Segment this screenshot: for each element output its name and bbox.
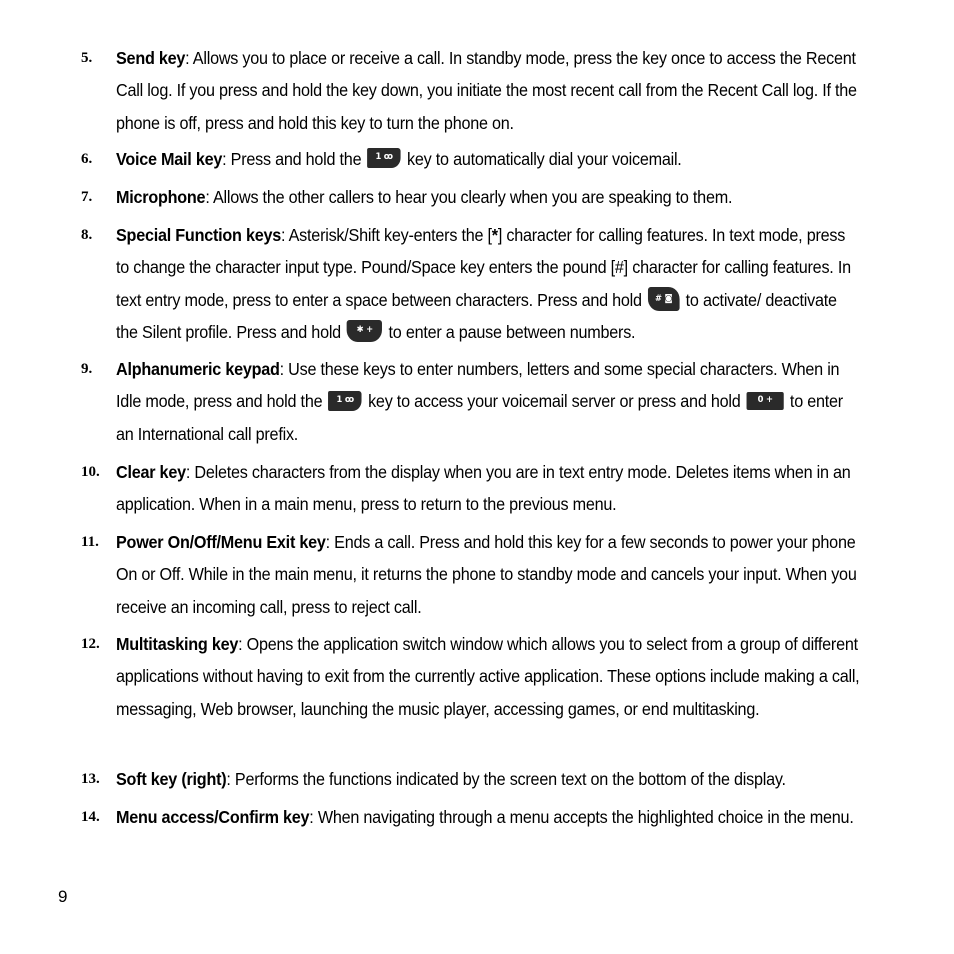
item-number: 6. bbox=[81, 151, 93, 167]
item-text bbox=[116, 353, 860, 450]
item-number: 7. bbox=[81, 189, 93, 205]
item-term: Multitasking key bbox=[116, 634, 239, 654]
item-description: : Performs the functions indicated by the screen text on the bottom of the display. bbox=[226, 769, 786, 789]
item-description: : Opens the application switch window which allows you to select from a group of different applications without having to exit from the currently active application. These options include making a call, messaging, Web browser, launching the music player, accessing games, or end multitasking. bbox=[116, 634, 860, 719]
voicemail-key-icon: 1 ꝏ bbox=[367, 148, 400, 168]
page-number: 9 bbox=[58, 887, 68, 906]
item-description: : Press and hold the bbox=[222, 149, 366, 169]
item-text bbox=[116, 181, 860, 213]
item-description-cont: key to automatically dial your voicemail. bbox=[402, 149, 682, 169]
item-description: : Allows you to place or receive a call. In standby mode, press the key once to access the Recent Call log. If you press and hold the key down, you initiate the most recent call from the Recent Call log. If the phone is off, press and hold this key to turn the phone on. bbox=[116, 48, 857, 133]
item-term: Soft key (right) bbox=[116, 769, 227, 789]
item-text bbox=[116, 42, 860, 139]
item-text bbox=[116, 219, 860, 348]
item-term: Voice Mail key bbox=[116, 149, 223, 169]
item-description: : Asterisk/Shift key-enters the [ bbox=[281, 225, 492, 245]
item-number: 12. bbox=[81, 636, 100, 652]
item-description-cont: to activate/ deactivate the Silent profile. Press and hold bbox=[116, 289, 837, 342]
item-number: 11. bbox=[81, 534, 99, 550]
item-number: 8. bbox=[81, 227, 93, 243]
item-number: 5. bbox=[81, 50, 93, 66]
item-description-cont: to enter a pause between numbers. bbox=[384, 321, 636, 342]
item-number: 9. bbox=[81, 361, 93, 377]
item-term: Power On/Off/Menu Exit key bbox=[116, 532, 326, 552]
item-description: : Ends a call. Press and hold this key for a few seconds to power your phone On or Off. While in the main menu, it returns the phone to standby mode and cancels your input. When you receive an incoming call, press to reject call. bbox=[116, 532, 857, 617]
item-term: Clear key bbox=[116, 462, 186, 482]
zero-plus-key-icon: 0 + bbox=[747, 392, 784, 410]
item-term: Menu access/Confirm key bbox=[116, 807, 310, 827]
item-text bbox=[116, 628, 860, 725]
item-description: : Allows the other callers to hear you clearly when you are speaking to them. bbox=[205, 187, 733, 207]
star-character: * bbox=[491, 225, 498, 245]
item-term: Special Function keys bbox=[116, 225, 282, 245]
item-text bbox=[116, 801, 860, 833]
item-term: Send key bbox=[116, 48, 186, 68]
item-text bbox=[116, 526, 860, 623]
item-description: : Use these keys to enter numbers, letters and some special characters. When in Idle mode, press and hold the bbox=[116, 359, 840, 412]
item-term: Alphanumeric keypad bbox=[116, 359, 280, 379]
item-text bbox=[116, 763, 860, 795]
hash-key-icon: # ◙ bbox=[648, 287, 680, 311]
item-description-cont: key to access your voicemail server or press and hold bbox=[363, 391, 745, 412]
item-description-cont: ] character for calling features. In text mode, press to change the character input type. Pound/Space key enters the pound [#] character for calling features. In text entry mode, press to enter a space between characters. Press and hold bbox=[116, 225, 851, 310]
item-term: Microphone bbox=[116, 187, 206, 207]
item-text bbox=[116, 143, 860, 175]
star-key-icon: ✱ + bbox=[347, 320, 382, 342]
item-description: : When navigating through a menu accepts the highlighted choice in the menu. bbox=[309, 807, 854, 827]
item-text bbox=[116, 456, 860, 521]
item-number: 13. bbox=[81, 771, 100, 787]
item-description: : Deletes characters from the display when you are in text entry mode. Deletes items when in an application. When in a main menu, press to return to the previous menu. bbox=[116, 462, 851, 515]
item-description-cont: to enter an International call prefix. bbox=[116, 391, 843, 444]
item-number: 14. bbox=[81, 809, 100, 825]
item-number: 10. bbox=[81, 464, 100, 480]
voicemail-key-icon: 1 ꝏ bbox=[328, 391, 361, 411]
